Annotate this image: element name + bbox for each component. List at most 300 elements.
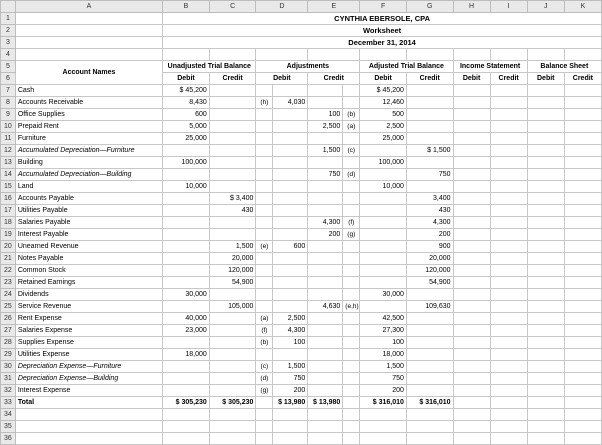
cell-unadjusted-debit[interactable] (163, 253, 210, 265)
cell-blank[interactable] (273, 421, 308, 433)
cell-unadjusted-credit[interactable]: 120,000 (209, 265, 256, 277)
cell-adjusted-credit[interactable] (406, 121, 453, 133)
cell-a4[interactable] (15, 49, 162, 61)
cell-adjustments-credit[interactable]: 1,500 (308, 145, 343, 157)
cell-balance-debit[interactable] (527, 253, 564, 265)
cell-total-adjustments-credit[interactable]: $ 13,980 (308, 397, 343, 409)
cell-income-debit[interactable] (453, 349, 490, 361)
column-header-H[interactable]: H (453, 1, 490, 13)
cell-g4[interactable] (406, 49, 453, 61)
cell-unadjusted-debit[interactable] (163, 277, 210, 289)
cell-balance-debit[interactable] (527, 229, 564, 241)
cell-adjustment-key-credit[interactable] (343, 253, 360, 265)
cell-balance-credit[interactable] (564, 349, 601, 361)
cell-income-debit[interactable] (453, 361, 490, 373)
cell-account-name[interactable]: Land (15, 181, 162, 193)
cell-adjusted-debit[interactable]: 500 (360, 109, 407, 121)
cell-account-name[interactable]: Furniture (15, 133, 162, 145)
cell-income-debit[interactable] (453, 217, 490, 229)
cell-account-name[interactable]: Building (15, 157, 162, 169)
cell-balance-credit[interactable] (564, 277, 601, 289)
cell-adjustments-credit[interactable] (308, 313, 343, 325)
cell-income-credit[interactable] (490, 205, 527, 217)
cell-income-debit[interactable] (453, 373, 490, 385)
cell-unadjusted-debit[interactable] (163, 145, 210, 157)
cell-unadjusted-credit[interactable] (209, 169, 256, 181)
cell-adjusted-debit[interactable] (360, 193, 407, 205)
cell-adjustment-key-debit[interactable]: (e) (256, 241, 273, 253)
cell-adjusted-debit[interactable] (360, 253, 407, 265)
cell-adjustments-debit[interactable] (273, 301, 308, 313)
cell-adjustments-credit[interactable]: 200 (308, 229, 343, 241)
cell-balance-credit[interactable] (564, 157, 601, 169)
cell-adjustment-key-debit[interactable] (256, 217, 273, 229)
cell-total-unadjusted-credit[interactable]: $ 305,230 (209, 397, 256, 409)
cell-adjusted-credit[interactable] (406, 337, 453, 349)
cell-balance-credit[interactable] (564, 361, 601, 373)
cell-adjusted-credit[interactable]: 20,000 (406, 253, 453, 265)
cell-c4[interactable] (209, 49, 256, 61)
row-header-20[interactable]: 20 (1, 241, 16, 253)
cell-adjustment-key-debit[interactable] (256, 229, 273, 241)
cell-unadjusted-credit[interactable] (209, 289, 256, 301)
cell-blank[interactable] (527, 421, 564, 433)
cell-balance-credit[interactable] (564, 373, 601, 385)
cell-adjustment-key-debit[interactable] (256, 277, 273, 289)
cell-adjustments-credit[interactable] (308, 265, 343, 277)
cell-adjusted-credit[interactable]: 200 (406, 229, 453, 241)
cell-balance-credit[interactable] (564, 313, 601, 325)
cell-unadjusted-credit[interactable]: 1,500 (209, 241, 256, 253)
cell-income-debit[interactable] (453, 277, 490, 289)
cell-adjustments-credit[interactable]: 2,500 (308, 121, 343, 133)
cell-adjusted-debit[interactable]: 750 (360, 373, 407, 385)
cell-adjusted-credit[interactable] (406, 97, 453, 109)
row-header-31[interactable]: 31 (1, 373, 16, 385)
cell-adjustments-credit[interactable] (308, 361, 343, 373)
cell-income-credit[interactable] (490, 253, 527, 265)
row-header-18[interactable]: 18 (1, 217, 16, 229)
row-header-24[interactable]: 24 (1, 289, 16, 301)
cell-adjustments-debit[interactable]: 2,500 (273, 313, 308, 325)
cell-income-credit[interactable] (490, 193, 527, 205)
cell-balance-credit[interactable] (564, 205, 601, 217)
cell-unadjusted-credit[interactable] (209, 145, 256, 157)
cell-adjustments-debit[interactable] (273, 289, 308, 301)
cell-blank[interactable] (15, 409, 162, 421)
cell-total-adjusted-debit[interactable]: $ 316,010 (360, 397, 407, 409)
cell-blank[interactable] (256, 409, 273, 421)
cell-balance-debit[interactable] (527, 277, 564, 289)
cell-account-name[interactable]: Salaries Expense (15, 325, 162, 337)
cell-balance-credit[interactable] (564, 145, 601, 157)
row-header-9[interactable]: 9 (1, 109, 16, 121)
cell-adjusted-debit[interactable]: 25,000 (360, 133, 407, 145)
cell-adjustment-key-credit[interactable] (343, 97, 360, 109)
cell-adjustment-key-debit[interactable]: (d) (256, 373, 273, 385)
cell-e4[interactable] (308, 49, 360, 61)
cell-adjusted-debit[interactable]: $ 45,200 (360, 85, 407, 97)
cell-adjustment-key-credit[interactable] (343, 277, 360, 289)
cell-balance-debit[interactable] (527, 325, 564, 337)
cell-income-credit[interactable] (490, 145, 527, 157)
cell-unadjusted-credit[interactable]: 105,000 (209, 301, 256, 313)
cell-income-debit[interactable] (453, 85, 490, 97)
cell-total-key-credit[interactable] (343, 397, 360, 409)
cell-adjustments-debit[interactable] (273, 277, 308, 289)
cell-d4[interactable] (256, 49, 308, 61)
cell-income-debit[interactable] (453, 133, 490, 145)
cell-adjustments-debit[interactable] (273, 169, 308, 181)
cell-unadjusted-debit[interactable]: 100,000 (163, 157, 210, 169)
cell-blank[interactable] (453, 409, 490, 421)
cell-balance-debit[interactable] (527, 289, 564, 301)
cell-unadjusted-debit[interactable] (163, 229, 210, 241)
cell-blank[interactable] (360, 433, 407, 445)
cell-unadjusted-credit[interactable] (209, 109, 256, 121)
row-header-19[interactable]: 19 (1, 229, 16, 241)
cell-income-credit[interactable] (490, 241, 527, 253)
cell-adjustment-key-debit[interactable]: (b) (256, 337, 273, 349)
cell-adjustments-credit[interactable] (308, 373, 343, 385)
column-header-E[interactable]: E (308, 1, 360, 13)
cell-unadjusted-debit[interactable] (163, 193, 210, 205)
cell-balance-credit[interactable] (564, 385, 601, 397)
cell-account-name[interactable]: Dividends (15, 289, 162, 301)
cell-unadjusted-debit[interactable] (163, 265, 210, 277)
cell-blank[interactable] (564, 421, 601, 433)
cell-adjusted-credit[interactable]: 3,400 (406, 193, 453, 205)
cell-adjustment-key-credit[interactable] (343, 265, 360, 277)
cell-balance-credit[interactable] (564, 265, 601, 277)
cell-balance-credit[interactable] (564, 133, 601, 145)
cell-adjustment-key-debit[interactable] (256, 301, 273, 313)
cell-balance-credit[interactable] (564, 169, 601, 181)
cell-income-credit[interactable] (490, 313, 527, 325)
cell-income-credit[interactable] (490, 121, 527, 133)
row-header-15[interactable]: 15 (1, 181, 16, 193)
cell-unadjusted-credit[interactable] (209, 85, 256, 97)
cell-blank[interactable] (343, 433, 360, 445)
cell-adjustments-debit[interactable]: 750 (273, 373, 308, 385)
cell-adjusted-debit[interactable] (360, 241, 407, 253)
cell-income-debit[interactable] (453, 301, 490, 313)
cell-balance-credit[interactable] (564, 109, 601, 121)
cell-adjusted-debit[interactable]: 200 (360, 385, 407, 397)
cell-blank[interactable] (360, 421, 407, 433)
cell-blank[interactable] (490, 433, 527, 445)
cell-adjusted-debit[interactable] (360, 217, 407, 229)
cell-adjustments-debit[interactable] (273, 229, 308, 241)
cell-account-name[interactable]: Service Revenue (15, 301, 162, 313)
cell-total-income-debit[interactable] (453, 397, 490, 409)
cell-adjustments-credit[interactable] (308, 349, 343, 361)
cell-balance-credit[interactable] (564, 253, 601, 265)
cell-account-name[interactable]: Rent Expense (15, 313, 162, 325)
cell-adjustment-key-debit[interactable] (256, 145, 273, 157)
cell-unadjusted-debit[interactable] (163, 337, 210, 349)
cell-income-credit[interactable] (490, 109, 527, 121)
cell-adjustments-debit[interactable]: 200 (273, 385, 308, 397)
row-header-36[interactable]: 36 (1, 433, 16, 445)
cell-total-adjusted-credit[interactable]: $ 316,010 (406, 397, 453, 409)
cell-income-debit[interactable] (453, 253, 490, 265)
cell-adjustments-debit[interactable] (273, 157, 308, 169)
cell-adjustment-key-debit[interactable] (256, 349, 273, 361)
cell-income-credit[interactable] (490, 301, 527, 313)
cell-blank[interactable] (15, 433, 162, 445)
cell-adjustments-credit[interactable] (308, 193, 343, 205)
cell-adjusted-credit[interactable]: 430 (406, 205, 453, 217)
row-header-8[interactable]: 8 (1, 97, 16, 109)
cell-balance-debit[interactable] (527, 133, 564, 145)
cell-income-debit[interactable] (453, 193, 490, 205)
cell-blank[interactable] (163, 421, 210, 433)
cell-blank[interactable] (453, 433, 490, 445)
cell-balance-credit[interactable] (564, 85, 601, 97)
cell-unadjusted-credit[interactable] (209, 121, 256, 133)
cell-income-credit[interactable] (490, 181, 527, 193)
cell-adjustments-credit[interactable] (308, 325, 343, 337)
cell-balance-debit[interactable] (527, 349, 564, 361)
cell-adjustment-key-debit[interactable]: (h) (256, 97, 273, 109)
row-header-35[interactable]: 35 (1, 421, 16, 433)
cell-balance-debit[interactable] (527, 385, 564, 397)
cell-balance-debit[interactable] (527, 169, 564, 181)
cell-blank[interactable] (256, 433, 273, 445)
cell-unadjusted-credit[interactable] (209, 337, 256, 349)
cell-unadjusted-debit[interactable]: 8,430 (163, 97, 210, 109)
cell-adjustments-credit[interactable] (308, 157, 343, 169)
row-header-16[interactable]: 16 (1, 193, 16, 205)
cell-adjustment-key-credit[interactable] (343, 325, 360, 337)
row-header-1[interactable]: 1 (1, 13, 16, 25)
cell-balance-debit[interactable] (527, 313, 564, 325)
cell-adjustment-key-debit[interactable] (256, 109, 273, 121)
row-header-5[interactable]: 5 (1, 61, 16, 73)
row-header-30[interactable]: 30 (1, 361, 16, 373)
row-header-6[interactable]: 6 (1, 73, 16, 85)
cell-unadjusted-credit[interactable] (209, 373, 256, 385)
cell-adjusted-debit[interactable]: 10,000 (360, 181, 407, 193)
cell-income-debit[interactable] (453, 289, 490, 301)
cell-adjustments-debit[interactable]: 600 (273, 241, 308, 253)
row-header-7[interactable]: 7 (1, 85, 16, 97)
cell-adjusted-credit[interactable] (406, 133, 453, 145)
cell-income-credit[interactable] (490, 337, 527, 349)
cell-a1[interactable] (15, 13, 162, 25)
cell-blank[interactable] (406, 421, 453, 433)
cell-income-debit[interactable] (453, 157, 490, 169)
cell-adjusted-credit[interactable]: $ 1,500 (406, 145, 453, 157)
cell-unadjusted-credit[interactable] (209, 349, 256, 361)
cell-unadjusted-debit[interactable]: 25,000 (163, 133, 210, 145)
cell-blank[interactable] (163, 409, 210, 421)
cell-income-credit[interactable] (490, 349, 527, 361)
cell-unadjusted-debit[interactable] (163, 385, 210, 397)
column-header-J[interactable]: J (527, 1, 564, 13)
cell-account-name[interactable]: Depreciation Expense—Building (15, 373, 162, 385)
cell-adjustments-debit[interactable]: 4,030 (273, 97, 308, 109)
cell-balance-debit[interactable] (527, 337, 564, 349)
cell-unadjusted-credit[interactable]: $ 3,400 (209, 193, 256, 205)
cell-income-debit[interactable] (453, 265, 490, 277)
cell-adjustments-credit[interactable] (308, 277, 343, 289)
cell-unadjusted-debit[interactable]: $ 45,200 (163, 85, 210, 97)
cell-unadjusted-credit[interactable] (209, 157, 256, 169)
cell-blank[interactable] (527, 433, 564, 445)
column-header-D[interactable]: D (256, 1, 308, 13)
cell-income-debit[interactable] (453, 241, 490, 253)
cell-adjusted-debit[interactable] (360, 229, 407, 241)
cell-adjustments-debit[interactable]: 1,500 (273, 361, 308, 373)
cell-income-debit[interactable] (453, 145, 490, 157)
cell-total-key-debit[interactable] (256, 397, 273, 409)
cell-income-credit[interactable] (490, 361, 527, 373)
row-header-2[interactable]: 2 (1, 25, 16, 37)
cell-adjustments-debit[interactable] (273, 121, 308, 133)
cell-a3[interactable] (15, 37, 162, 49)
cell-adjustments-debit[interactable] (273, 193, 308, 205)
cell-unadjusted-credit[interactable]: 20,000 (209, 253, 256, 265)
cell-adjusted-credit[interactable] (406, 85, 453, 97)
cell-income-credit[interactable] (490, 289, 527, 301)
cell-unadjusted-credit[interactable] (209, 361, 256, 373)
cell-adjusted-debit[interactable]: 2,500 (360, 121, 407, 133)
cell-adjustments-credit[interactable]: 4,300 (308, 217, 343, 229)
cell-adjustment-key-credit[interactable]: (c) (343, 145, 360, 157)
cell-blank[interactable] (308, 421, 343, 433)
cell-adjusted-debit[interactable] (360, 205, 407, 217)
cell-adjustment-key-credit[interactable] (343, 349, 360, 361)
cell-blank[interactable] (163, 433, 210, 445)
cell-adjusted-credit[interactable]: 120,000 (406, 265, 453, 277)
cell-unadjusted-debit[interactable]: 600 (163, 109, 210, 121)
cell-adjusted-credit[interactable]: 900 (406, 241, 453, 253)
cell-unadjusted-debit[interactable]: 30,000 (163, 289, 210, 301)
cell-adjusted-credit[interactable] (406, 361, 453, 373)
row-header-13[interactable]: 13 (1, 157, 16, 169)
cell-adjustments-credit[interactable] (308, 253, 343, 265)
cell-income-debit[interactable] (453, 181, 490, 193)
row-header-10[interactable]: 10 (1, 121, 16, 133)
cell-total-label[interactable]: Total (15, 397, 162, 409)
cell-blank[interactable] (360, 409, 407, 421)
cell-adjustments-credit[interactable] (308, 133, 343, 145)
grid-corner[interactable] (1, 1, 16, 13)
cell-blank[interactable] (343, 421, 360, 433)
cell-adjustments-debit[interactable] (273, 253, 308, 265)
cell-adjustment-key-credit[interactable]: (b) (343, 109, 360, 121)
cell-account-name[interactable]: Utilities Expense (15, 349, 162, 361)
cell-balance-credit[interactable] (564, 241, 601, 253)
cell-h4[interactable] (453, 49, 490, 61)
cell-income-credit[interactable] (490, 157, 527, 169)
cell-income-debit[interactable] (453, 313, 490, 325)
cell-balance-debit[interactable] (527, 85, 564, 97)
row-header-17[interactable]: 17 (1, 205, 16, 217)
cell-a2[interactable] (15, 25, 162, 37)
cell-adjustment-key-credit[interactable]: (a) (343, 121, 360, 133)
cell-adjustment-key-debit[interactable] (256, 157, 273, 169)
row-header-3[interactable]: 3 (1, 37, 16, 49)
cell-income-credit[interactable] (490, 97, 527, 109)
cell-unadjusted-debit[interactable]: 23,000 (163, 325, 210, 337)
cell-blank[interactable] (490, 409, 527, 421)
cell-balance-debit[interactable] (527, 181, 564, 193)
cell-adjusted-credit[interactable] (406, 289, 453, 301)
cell-blank[interactable] (15, 421, 162, 433)
cell-adjusted-debit[interactable]: 30,000 (360, 289, 407, 301)
cell-adjustments-debit[interactable] (273, 217, 308, 229)
cell-adjusted-credit[interactable] (406, 109, 453, 121)
cell-adjustments-credit[interactable]: 4,630 (308, 301, 343, 313)
cell-unadjusted-credit[interactable] (209, 181, 256, 193)
cell-b4[interactable] (163, 49, 210, 61)
cell-unadjusted-debit[interactable] (163, 373, 210, 385)
cell-account-name[interactable]: Notes Payable (15, 253, 162, 265)
cell-account-name[interactable]: Cash (15, 85, 162, 97)
cell-adjustment-key-debit[interactable]: (a) (256, 313, 273, 325)
cell-adjustment-key-credit[interactable] (343, 289, 360, 301)
cell-account-name[interactable]: Common Stock (15, 265, 162, 277)
row-header-25[interactable]: 25 (1, 301, 16, 313)
row-header-21[interactable]: 21 (1, 253, 16, 265)
cell-account-name[interactable]: Salaries Payable (15, 217, 162, 229)
cell-adjustment-key-debit[interactable] (256, 121, 273, 133)
column-header-F[interactable]: F (360, 1, 407, 13)
cell-income-credit[interactable] (490, 169, 527, 181)
cell-balance-debit[interactable] (527, 193, 564, 205)
cell-income-credit[interactable] (490, 325, 527, 337)
cell-balance-credit[interactable] (564, 217, 601, 229)
cell-total-income-credit[interactable] (490, 397, 527, 409)
cell-unadjusted-debit[interactable]: 40,000 (163, 313, 210, 325)
cell-adjustments-debit[interactable] (273, 205, 308, 217)
cell-adjustments-debit[interactable] (273, 265, 308, 277)
cell-balance-credit[interactable] (564, 181, 601, 193)
cell-income-debit[interactable] (453, 121, 490, 133)
cell-total-unadjusted-debit[interactable]: $ 305,230 (163, 397, 210, 409)
cell-balance-debit[interactable] (527, 217, 564, 229)
cell-income-debit[interactable] (453, 385, 490, 397)
cell-adjustment-key-debit[interactable] (256, 253, 273, 265)
cell-balance-credit[interactable] (564, 193, 601, 205)
cell-adjustment-key-debit[interactable] (256, 265, 273, 277)
cell-adjustment-key-credit[interactable] (343, 85, 360, 97)
column-header-C[interactable]: C (209, 1, 256, 13)
cell-adjustments-debit[interactable] (273, 133, 308, 145)
cell-account-name[interactable]: Accumulated Depreciation—Building (15, 169, 162, 181)
cell-blank[interactable] (273, 409, 308, 421)
cell-adjustment-key-debit[interactable] (256, 181, 273, 193)
cell-adjustment-key-debit[interactable]: (g) (256, 385, 273, 397)
cell-adjusted-credit[interactable]: 54,900 (406, 277, 453, 289)
cell-income-debit[interactable] (453, 109, 490, 121)
cell-income-credit[interactable] (490, 133, 527, 145)
cell-income-debit[interactable] (453, 229, 490, 241)
cell-adjustment-key-credit[interactable]: (g) (343, 229, 360, 241)
cell-adjustments-debit[interactable] (273, 349, 308, 361)
row-header-33[interactable]: 33 (1, 397, 16, 409)
cell-income-credit[interactable] (490, 229, 527, 241)
column-header-K[interactable]: K (564, 1, 601, 13)
cell-unadjusted-credit[interactable] (209, 385, 256, 397)
cell-adjustment-key-credit[interactable] (343, 373, 360, 385)
cell-adjusted-debit[interactable]: 12,460 (360, 97, 407, 109)
cell-account-name[interactable]: Accounts Receivable (15, 97, 162, 109)
cell-adjusted-debit[interactable] (360, 145, 407, 157)
